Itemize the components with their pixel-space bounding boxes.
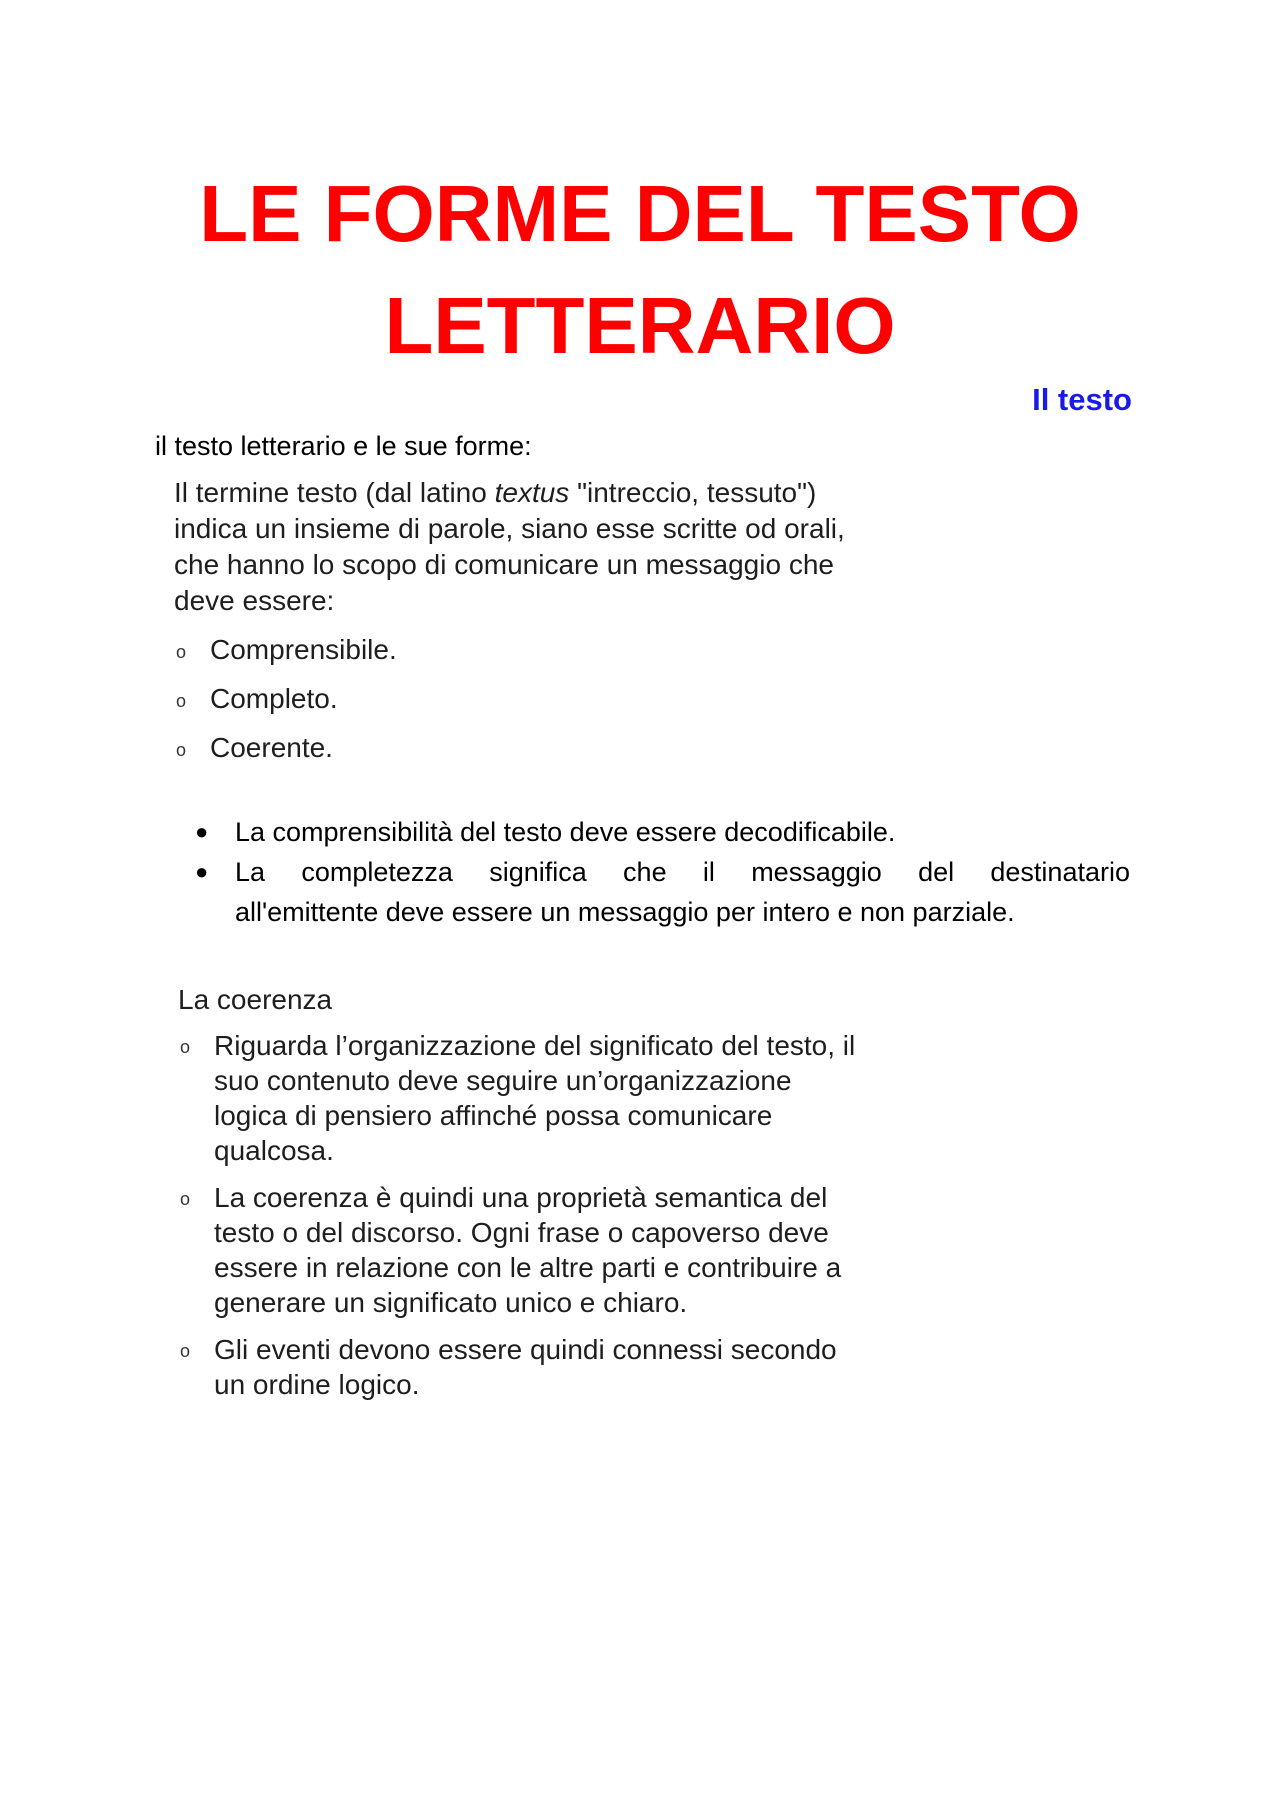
bullet-list (195, 812, 1130, 932)
list-item: o Coerente. (174, 730, 994, 766)
ring-bullet-icon: o (176, 691, 187, 711)
coherence-list (178, 1028, 998, 1402)
page-title (0, 158, 1280, 382)
ring-bullet-icon: o (180, 1341, 191, 1361)
list-item: ● La completezza significa che il messaggio del destinatario all'emittente deve essere un messaggio per intero e non parziale. (195, 852, 1130, 932)
coherence-block (178, 980, 998, 1414)
ring-bullet-icon: o (176, 740, 187, 760)
definition-line-4: deve essere: (174, 585, 335, 616)
list-item: o Completo. (174, 681, 994, 717)
definition-line-3: che hanno lo scopo di comunicare un messaggio che (174, 549, 834, 580)
coherence-heading: La coerenza (178, 984, 333, 1015)
dot-bullet-icon: ● (195, 819, 209, 844)
list-item: o La coerenza è quindi una proprietà semantica del testo o del discorso. Ogni frase o capoverso deve essere in relazione con le altre parti e contribuire a generare un significato unico e chiaro. (180, 1182, 842, 1318)
title-line-2: LETTERARIO (384, 281, 896, 370)
title-line-1: LE FORME DEL TESTO (199, 169, 1081, 258)
definition-block (174, 475, 994, 766)
requirements-list (174, 632, 994, 766)
ring-bullet-icon: o (176, 642, 187, 662)
section-heading: Il testo (1032, 382, 1132, 417)
definition-line-2: indica un insieme di parole, siano esse scritte od orali, (174, 513, 845, 544)
list-item: o Comprensibile. (174, 632, 994, 668)
ring-bullet-icon: o (180, 1037, 191, 1057)
dot-bullet-icon: ● (195, 859, 209, 884)
list-item: o Riguarda l’organizzazione del significato del testo, il suo contenuto deve seguire un’organizzazione logica di pensiero affinché possa comunicare qualcosa. (180, 1030, 856, 1166)
definition-line-1: Il termine testo (dal latino textus "intreccio, tessuto") (174, 477, 817, 508)
list-item: o Gli eventi devono essere quindi connessi secondo un ordine logico. (180, 1334, 837, 1400)
list-item: ● La comprensibilità del testo deve essere decodificabile. (195, 812, 1130, 852)
intro-text: il testo letterario e le sue forme: (155, 431, 532, 461)
ring-bullet-icon: o (180, 1189, 191, 1209)
